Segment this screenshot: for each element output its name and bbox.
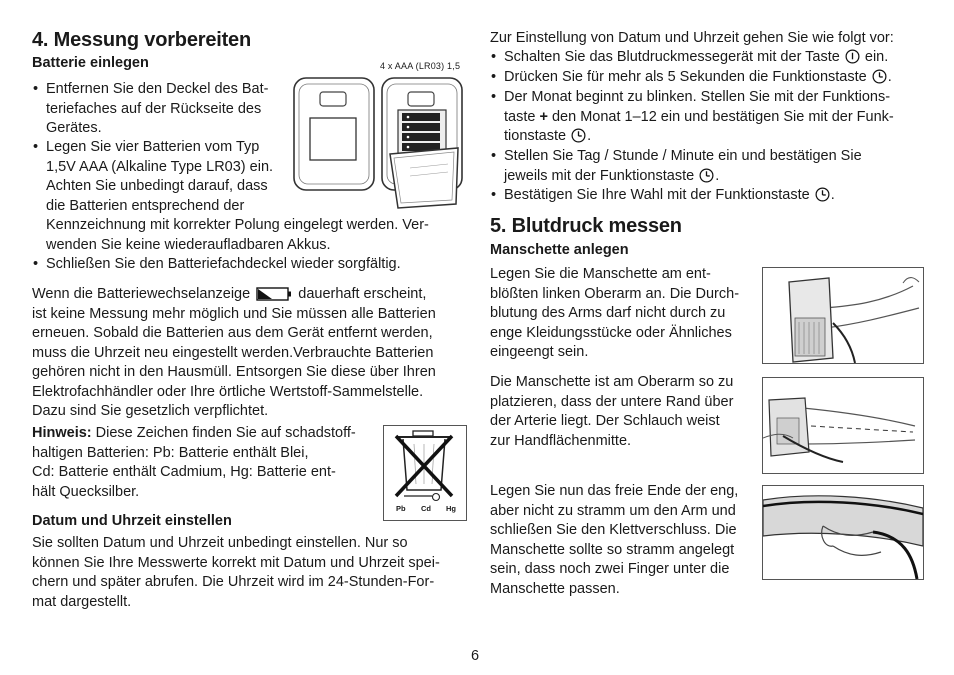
- list-item: • Entfernen Sie den Deckel des Bat- teriefaches auf der Rückseite des Gerätes.: [33, 81, 269, 136]
- hinweis-paragraph: Hinweis: Diese Zeichen finden Sie auf schadstoff- haltigen Batterien: Pb: Batterie enthält Blei, Cd: Batterie enthält Cadmium, Hg: Batterie ent- hält Quecksilber.: [32, 425, 356, 500]
- bin-label-cd: Cd: [421, 504, 431, 513]
- battery-paragraph: Wenn die Batteriewechselanzeige dauerhaft erscheint, ist keine Messung mehr möglich und Sie müssen alle Batterien erneuen. Sobald die Batterien aus dem Gerät entfernt werden, muss die Uhrzeit neu eingestellt werden.Verbrauchte Batterien gehören nicht in den Hausmüll. Entsorgen Sie diese über Ihren Elektrofachhändler oder Ihre örtliche Wertstoff-Sammelstelle. Dazu sind Sie gesetzlich verpflichtet.: [32, 286, 436, 419]
- clock-function-icon: [872, 69, 887, 84]
- hinweis-label: Hinweis:: [32, 425, 92, 441]
- batterie-heading: Batterie einlegen: [32, 55, 149, 71]
- page-number: 6: [471, 648, 480, 664]
- datum-paragraph: Sie sollten Datum und Uhrzeit unbedingt einstellen. Nur so können Sie Ihre Messwerte korrekt mit Datum und Uhrzeit spei- chern und später abrufen. Die Uhrzeit wird im 24-Stunden-For- mat dargestellt.: [32, 535, 440, 610]
- list-item: • Bestätigen Sie Ihre Wahl mit der Funktionstaste .: [491, 187, 835, 203]
- clock-function-icon: [699, 168, 714, 183]
- datum-heading: Datum und Uhrzeit einstellen: [32, 513, 232, 529]
- list-item: • Der Monat beginnt zu blinken. Stellen Sie mit der Funktions- taste + den Monat 1–12 ein und bestätigen Sie mit der Funk- tionstaste .: [491, 89, 894, 144]
- cuff-paragraph-3: Legen Sie nun das freie Ende der eng, aber nicht zu stramm um den Arm und schließen Sie den Klettverschluss. Die Manschette sollte so stramm angelegt sein, dass noch zwei Finger unter die Manschette passen.: [490, 483, 739, 597]
- clock-function-icon: [815, 187, 830, 202]
- manschette-heading: Manschette anlegen: [490, 242, 629, 258]
- clock-function-icon: [571, 128, 586, 143]
- cuff-paragraph-1: Legen Sie die Manschette am ent- blößten linken Oberarm an. Die Durch- blutung des Arms darf nicht durch zu enge Kleidungsstücke oder Ähnliches eingeengt sein.: [490, 266, 740, 360]
- intro-text: Zur Einstellung von Datum und Uhrzeit gehen Sie wie folgt vor:: [490, 30, 894, 46]
- bin-label-pb: Pb: [396, 504, 406, 513]
- cuff-closing-illustration: [762, 485, 924, 580]
- section-4-title: 4. Messung vorbereiten: [32, 29, 251, 51]
- power-button-icon: [845, 49, 860, 64]
- bin-label-hg: Hg: [446, 504, 456, 513]
- list-item: • Legen Sie vier Batterien vom Typ 1,5V AAA (Alkaline Type LR03) ein. Achten Sie unbedingt darauf, dass die Batterien entsprechend der Kennzeichnung mit korrekter Polung eingelegt werden. Ver- wenden Sie keine wiederaufladbaren Akkus.: [33, 139, 429, 253]
- cuff-position-illustration: [762, 377, 924, 474]
- section-5-title: 5. Blutdruck messen: [490, 215, 682, 237]
- list-item: • Schließen Sie den Batteriefachdeckel wieder sorgfältig.: [33, 256, 401, 272]
- cuff-on-arm-illustration: [762, 267, 924, 364]
- cuff-paragraph-2: Die Manschette ist am Oberarm so zu platzieren, dass der untere Rand über der Arterie liegt. Der Schlauch weist zur Handflächenmitte.: [490, 374, 734, 449]
- list-item: • Schalten Sie das Blutdruckmessegerät mit der Taste ein.: [491, 49, 889, 65]
- plus-button-glyph: +: [539, 108, 548, 125]
- list-item: • Drücken Sie für mehr als 5 Sekunden die Funktionstaste .: [491, 69, 892, 85]
- battery-empty-icon: [256, 287, 292, 301]
- battery-caption: 4 x AAA (LR03) 1,5: [380, 61, 461, 71]
- list-item: • Stellen Sie Tag / Stunde / Minute ein und bestätigen Sie jeweils mit der Funktionstaste .: [491, 148, 862, 184]
- crossed-bin-icon: [383, 425, 467, 521]
